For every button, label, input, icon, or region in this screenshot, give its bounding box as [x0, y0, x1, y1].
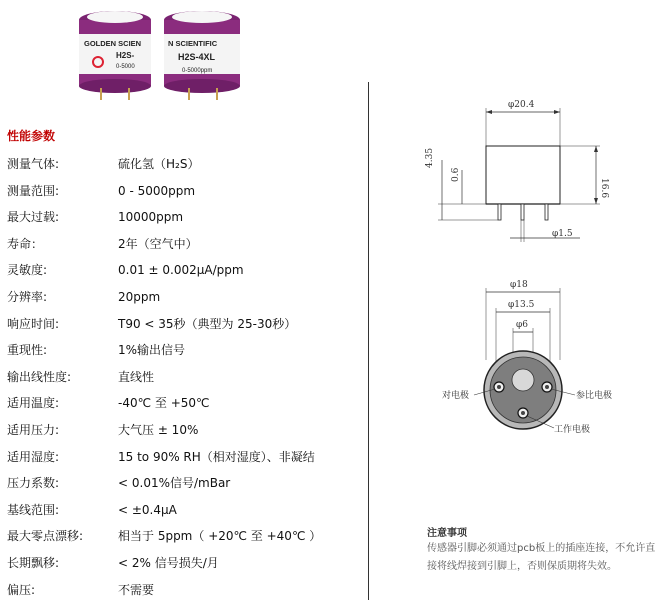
dimension-drawing-bottom	[410, 270, 625, 460]
spec-label: 测量气体:	[7, 157, 60, 171]
spec-value: 大气压 ± 10%	[118, 423, 199, 437]
spec-label: 适用湿度:	[7, 449, 60, 464]
spec-value: < 0.01%信号/mBar	[118, 476, 231, 491]
working-electrode-label: 工作电极	[554, 425, 591, 435]
spec-label: 长期飘移:	[7, 556, 60, 570]
pin-step-dim: 0.6	[451, 167, 461, 182]
height-dim: 16.6	[599, 178, 609, 199]
spec-value: 相当于 5ppm（ +20℃ 至 +40℃ ）	[118, 529, 322, 544]
notes-text: 传感器引脚必须通过pcb板上的插座连接，不允许直接将线焊接到引脚上，否则保质期将失效。	[427, 543, 656, 572]
sensor1-range: 0-5000	[116, 64, 135, 70]
spec-value: 不需要	[118, 582, 155, 597]
spec-value: 0.01 ± 0.002μA/ppm	[118, 263, 244, 278]
counter-electrode-label: 对电极	[442, 391, 470, 401]
specs-title: 性能参数	[7, 129, 56, 143]
spec-value: < 2% 信号损失/月	[118, 556, 219, 570]
spec-value: 10000ppm	[118, 210, 184, 225]
sensor2-range: 0-5000ppm	[182, 68, 213, 74]
notes-title: 注意事项	[427, 528, 467, 539]
spec-label: 基线范围:	[7, 502, 60, 517]
sensor-right	[164, 11, 240, 100]
product-photo	[70, 0, 250, 110]
width-dim: φ20.4	[508, 100, 535, 110]
spec-label: 偏压:	[7, 582, 36, 597]
spec-value: -40℃ 至 +50℃	[118, 396, 210, 411]
spec-label: 重现性:	[7, 343, 48, 358]
sensor1-brand: GOLDEN SCIEN	[84, 39, 142, 48]
pin-length-dim: 4.35	[425, 147, 435, 168]
sensor2-model: H2S-4XL	[178, 52, 216, 62]
spec-label: 适用温度:	[7, 396, 60, 411]
spec-label: 分辨率:	[7, 290, 48, 304]
spec-value: 直线性	[118, 369, 155, 384]
sensor2-brand: N SCIENTIFIC	[168, 39, 218, 48]
spec-value: 15 to 90% RH（相对湿度）、非凝结	[118, 449, 315, 464]
spec-value: 20ppm	[118, 290, 161, 304]
spec-value: T90 < 35秒（典型为 25-30秒）	[118, 316, 297, 331]
dimension-drawing-side	[410, 90, 625, 250]
spec-value: 0 - 5000ppm	[118, 183, 196, 198]
sensor-left	[79, 11, 151, 100]
spec-value: 2年（空气中）	[118, 236, 198, 251]
spec-label: 压力系数:	[7, 476, 60, 491]
spec-label: 最大零点漂移:	[7, 529, 84, 544]
spec-label: 最大过载:	[7, 210, 60, 225]
spec-value: < ±0.4μA	[118, 502, 177, 517]
outer-dim: φ18	[510, 280, 528, 290]
spec-label: 测量范围:	[7, 183, 60, 198]
reference-electrode-label: 参比电极	[576, 391, 613, 401]
spec-label: 输出线性度:	[7, 369, 72, 384]
sensor1-model: H2S-	[116, 51, 135, 60]
vertical-divider	[368, 82, 369, 600]
spec-label: 寿命：	[7, 236, 44, 251]
spec-value: 1%输出信号	[118, 343, 186, 358]
spec-label: 适用压力:	[7, 423, 60, 437]
inner-dim: φ6	[516, 320, 529, 330]
pin-diameter-dim: φ1.5	[552, 229, 573, 239]
spec-label: 响应时间:	[7, 316, 60, 331]
spec-label: 灵敏度:	[7, 263, 48, 278]
mid-dim: φ13.5	[508, 300, 535, 310]
spec-value: 硫化氢（H₂S）	[118, 157, 200, 171]
